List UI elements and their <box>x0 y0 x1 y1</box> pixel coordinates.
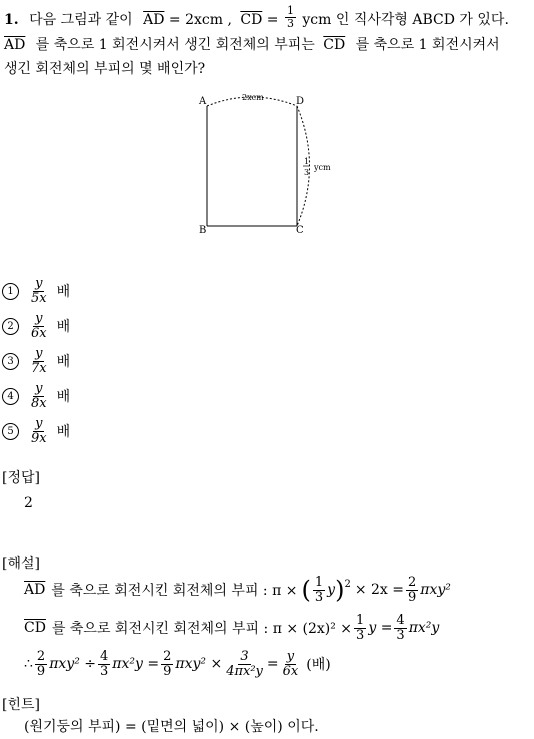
choice-3-unit: 배 <box>56 354 71 370</box>
choice-3-fraction: $\frac{y}{7x}$ <box>31 345 47 376</box>
solution-line-1: $\overline{AD}$ 를 축으로 회전시킨 회전체의 부피 : π × ( $\frac{1}{3}$ y ) $^2$ × 2x = $\frac{2}{9}$ πxy² <box>24 574 451 605</box>
label-ycm: ycm <box>314 163 331 172</box>
vertex-b: B <box>199 225 207 236</box>
solution-l2-result-frac: $\frac{4}{3}$ <box>396 612 405 643</box>
answer-heading: [정답] <box>2 470 40 486</box>
therefore-symbol: ∴ <box>24 656 33 672</box>
hint-heading: [힌트] <box>2 697 40 713</box>
hint-text: (원기둥의 부피) = (밑면의 넓이) × (높이) 이다. <box>24 719 319 735</box>
problem-line-3: 생긴 회전체의 부피의 몇 배인가? <box>4 61 206 77</box>
solution-seg-cd: $\overline{CD}$ <box>24 620 46 636</box>
choice-4-mark: 4 <box>2 388 19 405</box>
choice-4[interactable] <box>2 379 70 413</box>
segment-ad-2: $\overline{AD}$ <box>4 37 26 53</box>
vertex-c: C <box>296 225 304 236</box>
problem-eq-2b: ycm 인 직사각형 ABCD 가 있다. <box>302 12 509 29</box>
solution-l2-frac: $\frac{1}{3}$ <box>356 612 365 643</box>
problem-line-1 <box>4 4 509 32</box>
segment-cd: $\overline{CD}$ <box>240 12 263 29</box>
solution-l1-result-frac: $\frac{2}{9}$ <box>407 574 417 605</box>
problem-text-1a: 다음 그림과 같이 <box>29 12 133 29</box>
choice-1-unit: 배 <box>56 284 71 300</box>
choice-3[interactable] <box>2 344 70 378</box>
choice-2[interactable] <box>2 309 70 343</box>
label-side-den: 3 <box>304 168 310 177</box>
choice-5-mark: 5 <box>2 423 19 440</box>
choice-5-fraction: $\frac{y}{9x}$ <box>31 415 47 446</box>
problem-number: 1. <box>4 12 19 29</box>
choice-4-unit: 배 <box>56 389 71 405</box>
solution-line-3: ∴ $\frac{2}{9}$ πxy² ÷ $\frac{4}{3}$ πx²y = $\frac{2}{9}$ πxy² × $\frac{3}{\text{4πx²y}}$ = $\frac{y}{6x}$ (배) <box>24 648 331 679</box>
solution-heading: [해설] <box>2 556 40 572</box>
problem-text-2b: 를 축으로 1 회전시켜서 <box>355 37 500 53</box>
problem-eq-2a: = <box>266 12 279 29</box>
solution-line-2: $\overline{CD}$ 를 축으로 회전시킨 회전체의 부피 : π × (2x)² × $\frac{1}{3}$ y = $\frac{4}{3}$ πx²y <box>24 612 440 643</box>
problem-eq-1: = 2xcm , <box>168 12 232 29</box>
solution-l1-text: 를 축으로 회전시킨 회전체의 부피 : π × <box>51 583 298 599</box>
choice-2-mark: 2 <box>2 318 19 335</box>
label-2xcm: 2xcm <box>242 93 264 102</box>
segment-ad: $\overline{AD}$ <box>143 12 165 29</box>
solution-seg-ad: $\overline{AD}$ <box>24 582 46 598</box>
vertex-d: D <box>296 96 305 107</box>
problem-fraction: $\frac{1}{3}$ <box>286 4 294 30</box>
choice-5-unit: 배 <box>56 424 71 440</box>
segment-cd-2: $\overline{CD}$ <box>323 37 346 53</box>
choice-2-fraction: $\frac{y}{6x}$ <box>31 310 47 341</box>
rectangle-figure <box>190 88 350 238</box>
choice-1[interactable] <box>2 274 70 308</box>
solution-l1-frac: $\frac{1}{3}$ <box>314 574 324 605</box>
answer-value: 2 <box>24 495 33 511</box>
vertex-a: A <box>199 96 207 107</box>
problem-text-2a: 를 축으로 1 회전시켜서 생긴 회전체의 부피는 <box>35 37 315 53</box>
label-side-num: 1 <box>304 157 310 166</box>
choice-4-fraction: $\frac{y}{8x}$ <box>31 380 47 411</box>
solution-l2-text: 를 축으로 회전시킨 회전체의 부피 : π × (2x)² × <box>51 621 353 637</box>
choice-5[interactable] <box>2 414 70 448</box>
choice-2-unit: 배 <box>56 319 71 335</box>
choice-1-fraction: $\frac{y}{5x}$ <box>31 275 47 306</box>
choice-1-mark: 1 <box>2 283 19 300</box>
problem-line-2 <box>4 38 500 52</box>
choice-3-mark: 3 <box>2 353 19 370</box>
